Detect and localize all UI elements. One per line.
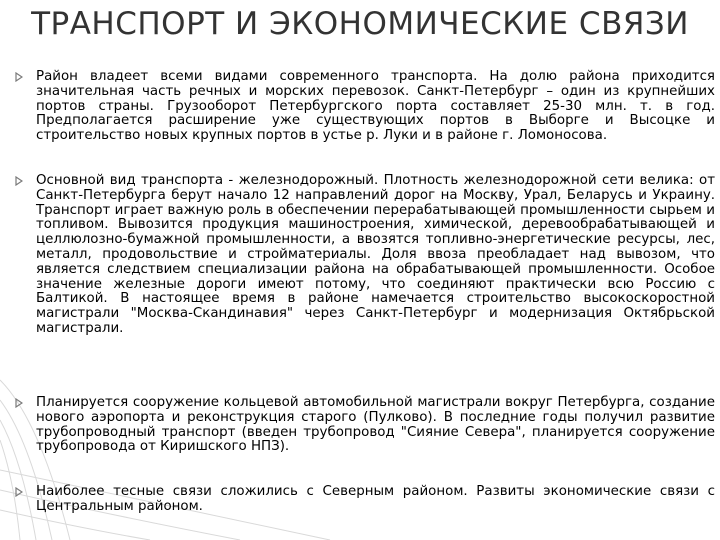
triangle-bullet-icon <box>15 398 25 408</box>
list-item <box>15 485 715 515</box>
triangle-bullet-icon <box>15 72 25 82</box>
bullet-list <box>15 70 715 515</box>
triangle-bullet-icon <box>15 176 25 186</box>
paragraph-text: Район владеет всеми видами современного транспорта. На долю района приходится значительная часть речных и морских перевозок. Санкт-Петербург – один из крупнейших портов страны. Грузооборот Петербургского порта составляет 25-30 млн. т. в год. Предполагается расширение уже существующих портов в Выборге и Высоцке и строительство новых крупных портов в устье р. Луки и в районе г. Ломоносова. <box>36 69 715 144</box>
slide-title: ТРАНСПОРТ И ЭКОНОМИЧЕСКИЕ СВЯЗИ <box>31 6 689 42</box>
paragraph-text: Планируется сооружение кольцевой автомобильной магистрали вокруг Петербурга, создание нового аэропорта и реконструкция старого (Пулково). В последние годы получил развитие трубопроводный транспорт (введен трубопровод "Сияние Севера", планируется сооружение трубопровода от Киришского НПЗ). <box>36 395 715 455</box>
list-item <box>15 70 715 174</box>
list-item <box>15 396 715 485</box>
paragraph-text: Основной вид транспорта - железнодорожный. Плотность железнодорожной сети велика: от Санкт-Петербурга берут начало 12 направлений дорог на Москву, Урал, Беларусь и Украину. Транспорт играет важную роль в обеспечении перерабатывающей промышленности сырьем и топливом. Вывозится продукция машиностроения, химической, деревообрабатывающей и целлюлозно-бумажной промышленности, а ввозятся топливно-энергетические ресурсы, лес, металл, продовольствие и стройматериалы. Доля ввоза преобладает над вывозом, что является следствием специализации района на обрабатывающей промышленности. Особое значение железные дороги имеют потому, что соединяют практически всю Россию с Балтикой. В настоящее время в районе намечается строительство высокоскоростной магистрали "Москва-Скандинавия" через Санкт-Петербург и модернизация Октябрьской магистрали. <box>36 173 715 336</box>
paragraph-text: Наиболее тесные связи сложились с Северным районом. Развиты экономические связи с Центральным районом. <box>36 484 715 514</box>
triangle-bullet-icon <box>15 487 25 497</box>
list-item <box>15 174 715 396</box>
